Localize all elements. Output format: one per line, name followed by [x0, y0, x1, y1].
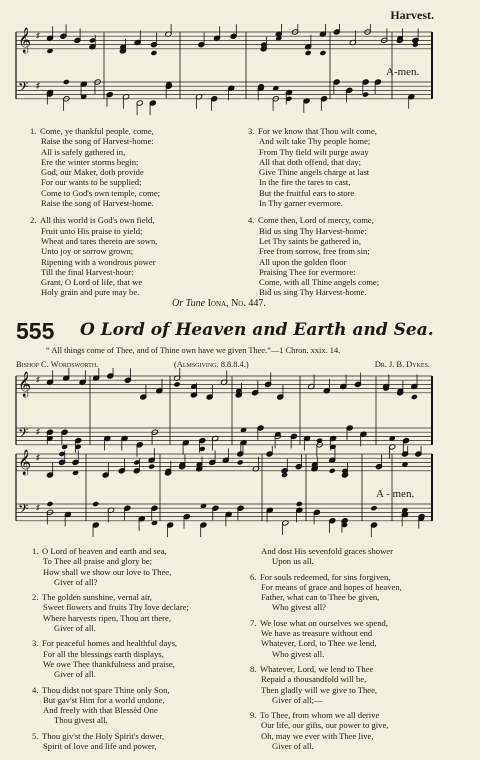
verse-number: 1. [32, 546, 39, 556]
note-head [46, 501, 53, 507]
hymn-number: 555 [16, 318, 55, 344]
verse-line: Come to God's own temple, come; [41, 187, 160, 198]
verse-line: Grant, O Lord of life, that we [41, 277, 143, 288]
verse-stanza [250, 618, 402, 659]
verse-line: Giver of all. [54, 669, 96, 680]
verse-line: Free from sorrow, free from sin; [259, 246, 370, 257]
verse-line: Who givest all. [272, 648, 325, 659]
verse-line: 3. For peaceful homes and healthful days, [32, 638, 178, 649]
verse-line: How shall we show our love to Thee, [43, 566, 172, 577]
bass-clef-icon: 𝄢 [18, 501, 29, 520]
sharp-icon: ♯ [36, 427, 40, 436]
verse-line: Fruit unto His praise to yield; [41, 225, 143, 236]
verse-line: God, our Maker, doth provide [41, 167, 144, 178]
sharp-icon: ♯ [36, 81, 40, 90]
verse-line: Giver of all. [54, 623, 96, 634]
amen-label-1: A-men. [386, 66, 420, 78]
verse-stanza [32, 638, 189, 679]
verse-line: 1. Come, ye thankful people, come, [30, 126, 154, 136]
verse-line: Praising Thee for evermore: [259, 266, 356, 277]
verse-line: Bid us sing Thy Harvest-home. [259, 287, 367, 298]
note-head [63, 79, 70, 85]
verse-number: 7. [250, 617, 257, 628]
verses-above-left [30, 126, 160, 298]
epigraph: “ All things come of Thee, and of Thine own have we given Thee.”—1 Chron. xxix. 14. [46, 346, 341, 355]
note-head [150, 50, 157, 56]
verse-line: All upon the golden floor [259, 256, 347, 267]
hymn-verses-left [32, 546, 189, 751]
verse-line: For means of grace and hopes of heaven, [261, 581, 402, 592]
treble-clef-icon: 𝄞 [18, 28, 32, 53]
verse-stanza [250, 710, 402, 751]
verse-line: Oh, may we ever with Thee live, [261, 730, 374, 741]
verse-stanza [250, 572, 402, 613]
note-head [148, 464, 155, 470]
verse-line: Give Thine angels charge at last [259, 167, 370, 178]
verse-number: 2. [32, 592, 39, 603]
verse-stanza [248, 126, 379, 208]
verse-line: Whatever, Lord, to Thee we lend, [261, 638, 377, 649]
sharp-icon: ♯ [36, 31, 40, 40]
verse-number: 6. [250, 571, 257, 582]
verse-line: Raise the song of Harvest-home. [41, 198, 154, 209]
verse-line: Father, what can to Thee be given, [261, 592, 380, 603]
verse-line: 1. O Lord of heaven and earth and sea, [32, 546, 167, 556]
verse-line: Giver of all? [54, 576, 98, 587]
verse-line: Raise the song of Harvest-home: [41, 136, 154, 147]
verse-stanza [32, 592, 189, 633]
tune-name: (Almsgiving. 8.8.8.4.) [174, 360, 249, 369]
note-head [319, 50, 326, 56]
verse-line: And dost His sevenfold graces shower [261, 546, 393, 556]
verse-number: 3. [32, 638, 39, 649]
verse-line: 2. All this world is God's own field, [30, 215, 155, 226]
verse-line: And wilt take Thy people home; [259, 136, 371, 147]
verse-line: Our life, our gifts, our power to give, [261, 720, 389, 731]
verse-line: To Thee all praise and glory be; [43, 556, 153, 567]
verse-number: 4. [32, 684, 39, 695]
verse-line: 6. For souls redeemed, for sins forgiven, [250, 571, 391, 582]
verse-line: 8. Whatever, Lord, we lend to Thee [250, 663, 374, 674]
verse-number: 9. [250, 710, 257, 721]
verse-line: All is safely gathered in, [41, 146, 126, 157]
verse-line: Holy grain and pure may be. [41, 287, 140, 298]
verse-number: 2. [30, 215, 37, 226]
verse-line: Unto joy or sorrow grown; [41, 246, 134, 257]
verse-line: Giver of all;— [272, 694, 323, 705]
verse-number: 3. [248, 126, 255, 136]
verse-line: Ripening with a wondrous power [41, 256, 156, 267]
verse-stanza [32, 731, 189, 752]
verse-number: 8. [250, 663, 257, 674]
verse-line: Who givest all? [272, 602, 326, 613]
note-head [173, 381, 180, 387]
alt-tune-name: Iona, [207, 298, 229, 309]
verse-line: 3. For we know that Thou wilt come, [248, 126, 377, 136]
verse-line: But gav'st Him for a world undone, [43, 694, 165, 705]
verse-line: Ere the winter storms begin; [41, 156, 139, 167]
note-head [237, 459, 244, 465]
note-head [329, 468, 336, 474]
verse-line: Wheat and tares therein are sown, [41, 235, 158, 246]
verse-line: Upon us all. [272, 556, 314, 567]
alternative-tune [172, 298, 266, 309]
verse-line: In Thy garner evermore. [259, 198, 343, 209]
verse-line: From Thy field wilt purge away [259, 146, 369, 157]
treble-clef-icon: 𝄞 [18, 450, 32, 475]
verse-stanza [30, 126, 160, 208]
verse-line: And freely with that Blessèd One [43, 705, 158, 716]
verse-line: Spirit of love and life and power, [43, 741, 157, 752]
sharp-icon: ♯ [36, 503, 40, 512]
verse-line: 4. Come then, Lord of mercy, come, [248, 215, 374, 226]
verse-line: In the fire the tares to cast, [259, 177, 351, 188]
note-head [305, 50, 312, 56]
composer: Dr. J. B. Dykes. [374, 360, 430, 369]
verse-line: Thou givest all. [54, 715, 108, 726]
verse-line: 5. Thou giv'st the Holy Spirit's dower, [32, 730, 165, 741]
verse-stanza [250, 664, 402, 705]
verse-line: Sweet flowers and fruits Thy love declare; [43, 602, 189, 613]
verse-line: All that doth offend, that day; [259, 156, 361, 167]
sharp-icon: ♯ [36, 375, 40, 384]
verse-line: But the fruitful ears to store [259, 187, 355, 198]
verse-line: 7. We lose what on ourselves we spend, [250, 617, 388, 628]
hymn-verses-right [250, 546, 402, 751]
verse-line: Giver of all. [272, 741, 314, 752]
verse-stanza [250, 546, 402, 567]
verses-above-right [248, 126, 379, 298]
verse-line: 9. To Thee, from whom we all derive [250, 710, 380, 721]
verse-line: Let Thy saints be gathered in, [259, 235, 361, 246]
note-head [411, 394, 418, 400]
verse-number: 5. [32, 730, 39, 741]
verse-line: We have as treasure without end [261, 628, 373, 639]
verse-stanza [30, 215, 160, 297]
verse-line: 2. The golden sunshine, vernal air, [32, 592, 152, 603]
verse-line: Bid us sing Thy Harvest-home: [259, 225, 367, 236]
verse-line: For our wants to be supplied; [41, 177, 142, 188]
verse-stanza [248, 215, 379, 297]
verse-number: 1. [30, 126, 37, 136]
note-head [296, 501, 303, 507]
verse-line: Till the final Harvest-hour: [41, 266, 134, 277]
verse-line: We owe Thee thankfulness and praise, [43, 658, 175, 669]
bass-clef-icon: 𝄢 [18, 425, 29, 444]
verse-line: Where harvests ripen, Thou art there, [43, 612, 171, 623]
verse-line: Then gladly will we give to Thee, [261, 684, 378, 695]
verse-line: Come, with all Thine angels come; [259, 277, 380, 288]
alt-tune-number: No. 447. [231, 298, 266, 309]
verse-line: For all the blessings earth displays, [43, 648, 164, 659]
staff-group [16, 446, 432, 537]
alt-tune-prefix: Or Tune [172, 298, 206, 309]
staff-group [16, 24, 432, 115]
sharp-icon: ♯ [36, 453, 40, 462]
note-head [370, 505, 377, 511]
treble-clef-icon: 𝄞 [18, 372, 32, 397]
section-title: Harvest. [390, 8, 434, 22]
hymn-title: O Lord of Heaven and Earth and Sea. [80, 320, 434, 340]
verse-stanza [32, 546, 189, 587]
verse-line: Repaid a thousandfold will be, [261, 674, 367, 685]
bass-clef-icon: 𝄢 [18, 79, 29, 98]
author: Bishop C. Wordsworth. [16, 360, 99, 369]
verse-line: 4. Thou didst not spare Thine only Son, [32, 684, 170, 695]
note-head [92, 501, 99, 507]
verse-number: 4. [248, 215, 255, 226]
amen-label-2: A - men. [376, 488, 415, 500]
verse-stanza [32, 685, 189, 726]
